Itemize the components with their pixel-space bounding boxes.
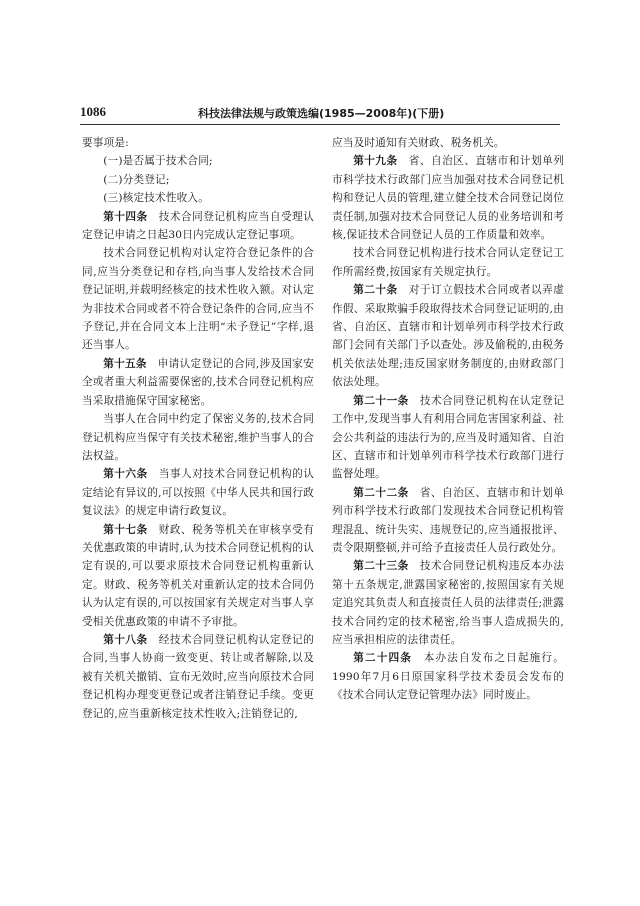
paragraph-text: (二)分类登记; bbox=[103, 173, 170, 186]
paragraph-text: 技术合同登记机构在认定登记工作中,发现当事人有利用合同危害国家利益、社会公共利益的违法行为的,应当及时通知省、自治区、直辖市和计划单列市科学技术行政部门进行监督处理。 bbox=[332, 394, 565, 481]
paragraph bbox=[332, 281, 564, 391]
paragraph bbox=[82, 465, 314, 520]
paragraph bbox=[332, 244, 564, 281]
paragraph bbox=[332, 649, 564, 704]
paragraph bbox=[82, 521, 314, 631]
paragraph bbox=[82, 134, 314, 152]
paragraph bbox=[82, 189, 314, 207]
paragraph bbox=[332, 557, 564, 649]
article-number: 第十七条 bbox=[103, 523, 148, 536]
article-number: 第二十二条 bbox=[353, 486, 409, 499]
paragraph bbox=[82, 244, 314, 354]
page-header bbox=[80, 104, 560, 126]
article-number: 第十五条 bbox=[103, 357, 147, 370]
paragraph bbox=[82, 171, 314, 189]
article-number: 第二十三条 bbox=[353, 560, 409, 573]
article-number: 第十六条 bbox=[103, 468, 148, 481]
paragraph-text: 应当及时通知有关财政、税务机关。 bbox=[332, 137, 505, 149]
paragraph-text: 省、自治区、直辖市和计划单列市科学技术行政部门发现技术合同登记机构管理混乱、统计失实、违规登记的,应当通报批评、责令限期整顿,并可给予直接责任人员行政处分。 bbox=[332, 486, 565, 554]
paragraph-text: 当事人对技术合同登记机构的认定结论有异议的,可以按照《中华人民共和国行政复议法》的规定申请行政复议。 bbox=[82, 468, 314, 518]
paragraph-text: (三)核定技术性收入。 bbox=[103, 192, 209, 205]
paragraph-text: 技术合同登记机构对认定符合登记条件的合同,应当分类登记和存档,向当事人发给技术合同登记证明,并载明经核定的技术性收入额。对认定为非技术合同或者不符合登记条件的合同,应当不予登记,并在合同文本上注明“未予登记”字样,退还当事人。 bbox=[82, 247, 314, 352]
article-number: 第二十四条 bbox=[353, 652, 413, 665]
paragraph-text: (一)是否属于技术合同; bbox=[103, 155, 213, 168]
paragraph bbox=[82, 631, 314, 723]
header-rule bbox=[80, 124, 560, 125]
paragraph-text: 申请认定登记的合同,涉及国家安全或者重大利益需要保密的,技术合同登记机构应当采取措施保守国家秘密。 bbox=[82, 357, 315, 407]
paragraph bbox=[332, 134, 564, 152]
paragraph-text: 要事项是: bbox=[82, 137, 129, 149]
paragraph-text: 技术合同登记机构进行技术合同认定登记工作所需经费,按国家有关规定执行。 bbox=[332, 247, 564, 278]
paragraph-text: 对于订立假技术合同或者以弄虚作假、采取欺骗手段取得技术合同登记证明的,由省、自治区、直辖市和计划单列市科学技术行政部门会同有关部门予以查处。涉及偷税的,由税务机关依法处理;违反国家财务制度的,由财政部门依法处理。 bbox=[332, 284, 564, 389]
paragraph bbox=[332, 392, 564, 484]
paragraph bbox=[332, 484, 564, 558]
article-number: 第十四条 bbox=[103, 210, 148, 223]
article-number: 第十九条 bbox=[353, 155, 398, 168]
running-title: 科技法律法规与政策选编(1985—2008年)(下册) bbox=[198, 107, 445, 120]
paragraph bbox=[332, 152, 564, 244]
paragraph bbox=[82, 410, 314, 465]
paragraph-text: 当事人在合同中约定了保密义务的,技术合同登记机构应当保守有关技术秘密,维护当事人的合法权益。 bbox=[82, 413, 314, 462]
paragraph-text: 技术合同登记机构应当自受理认定登记申请之日起30日内完成认定登记事项。 bbox=[82, 210, 314, 242]
page-number: 1086 bbox=[80, 104, 106, 119]
paragraph-text: 财政、税务等机关在审核享受有关优惠政策的申请时,认为技术合同登记机构的认定有误的,可以要求原技术合同登记机构重新认定。财政、税务等机关对重新认定的技术合同仍认为认定有误的,可以按国家有关规定对当事人享受相关优惠政策的申请不予审批。 bbox=[82, 523, 314, 628]
paragraph-text: 省、自治区、直辖市和计划单列市科学技术行政部门应当加强对技术合同登记机构和登记人员的管理,建立健全技术合同登记岗位责任制,加强对技术合同登记人员的业务培训和考核,保证技术合同登记人员的工作质量和效率。 bbox=[332, 155, 564, 242]
paragraph bbox=[82, 152, 314, 170]
paragraph-text: 本办法自发布之日起施行。1990年7月6日原国家科学技术委员会发布的《技术合同认定登记管理办法》同时废止。 bbox=[332, 652, 564, 702]
paragraph bbox=[82, 355, 314, 410]
paragraph-text: 技术合同登记机构违反本办法第十五条规定,泄露国家秘密的,按照国家有关规定追究其负责人和直接责任人员的法律责任;泄露技术合同约定的技术秘密,给当事人造成损失的,应当承担相应的法律责任。 bbox=[332, 560, 565, 646]
article-number: 第二十条 bbox=[353, 284, 398, 297]
paragraph-text: 经技术合同登记机构认定登记的合同,当事人协商一致变更、转让或者解除,以及被有关机关撤销、宣布无效时,应当向原技术合同登记机构办理变更登记或者注销登记手续。变更登记的,应当重新核定技术性收入;注销登记的, bbox=[82, 633, 314, 720]
article-number: 第二十一条 bbox=[353, 394, 409, 407]
right-column bbox=[332, 134, 564, 705]
left-column bbox=[82, 134, 314, 723]
article-number: 第十八条 bbox=[103, 633, 148, 646]
paragraph bbox=[82, 208, 314, 245]
